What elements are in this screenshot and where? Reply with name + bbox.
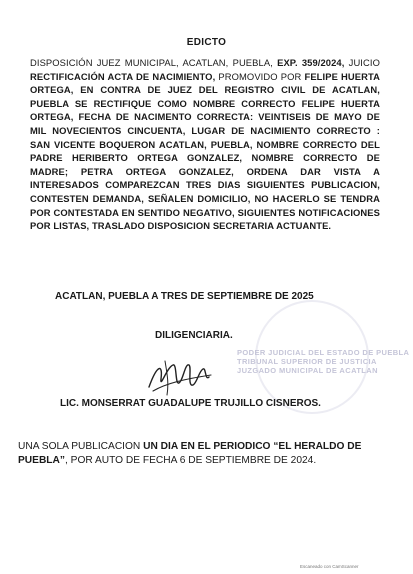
promoter-name: FELIPE HUERTA ORTEGA, xyxy=(30,70,381,96)
case-type: RECTIFICACIÓN ACTA DE NACIMIENTO, xyxy=(30,70,216,82)
seal-line: TRIBUNAL SUPERIOR DE JUSTICIA xyxy=(237,357,377,366)
handwritten-signature xyxy=(145,357,215,397)
seal-line: JUZGADO MUNICIPAL DE ACATLAN xyxy=(237,366,378,375)
publication-note xyxy=(18,440,388,468)
body-segment: JUICIO xyxy=(344,57,380,68)
body-segment: PROMOVIDO POR xyxy=(215,70,305,82)
newspaper-name: UN DIA EN EL PERIODICO “EL HERALDO DE PUEBLA” xyxy=(18,441,362,466)
edict-body xyxy=(30,56,380,233)
scanner-watermark: Escaneado con CamScanner xyxy=(300,564,359,569)
seal-line: PODER JUDICIAL DEL ESTADO DE PUEBLA xyxy=(237,348,410,357)
date-line: ACATLAN, PUEBLA A TRES DE SEPTIEMBRE DE 2025 xyxy=(55,291,314,302)
signer-name: LIC. MONSERRAT GUADALUPE TRUJILLO CISNEROS. xyxy=(60,398,321,409)
case-number: EXP. 359/2024, xyxy=(277,57,345,68)
footer-segment: UNA SOLA PUBLICACION xyxy=(18,441,144,452)
document-title: EDICTO xyxy=(186,37,227,48)
diligencia-label: DILIGENCIARIA. xyxy=(155,330,233,341)
footer-segment: , POR AUTO DE FECHA 6 DE SEPTIEMBRE DE 2024. xyxy=(64,455,317,466)
body-segment: DISPOSICIÓN JUEZ MUNICIPAL, ACATLAN, PUEBLA, xyxy=(30,57,278,68)
body-details: EN CONTRA DE JUEZ DEL REGISTRO CIVIL DE ACATLAN, PUEBLA SE RECTIFIQUE COMO NOMBRE CORRECTO FELIPE HUERTA ORTEGA, FECHA DE NACIMENTO CORRECTA: VEINTISEIS DE MAYO DE MIL NOVECIENTOS CINCUENTA, LUGAR DE NACIMIENTO CORRECTO : SAN VICENTE BOQUERON ACATLAN, PUEBLA, NOMBRE CORRECTO DEL PADRE HERIBERTO ORTEGA GONZALEZ, NOMBRE CORRECTO DE MADRE; PETRA ORTEGA GONZALEZ, ORDENA DAR VISTA A INTERESADOS COMPAREZCAN TRES DIAS SIGUIENTES PUBLICACION, CONTESTEN DEMANDA, SEÑALEN DOMICILIO, NO HACERLO SE TENDRA POR CONTESTADA EN SENTIDO NEGATIVO, SIGUIENTES NOTIFICACIONES POR LISTAS, TRASLADO DISPOSICION SECRETARIA ACTUANTE. xyxy=(30,84,380,232)
